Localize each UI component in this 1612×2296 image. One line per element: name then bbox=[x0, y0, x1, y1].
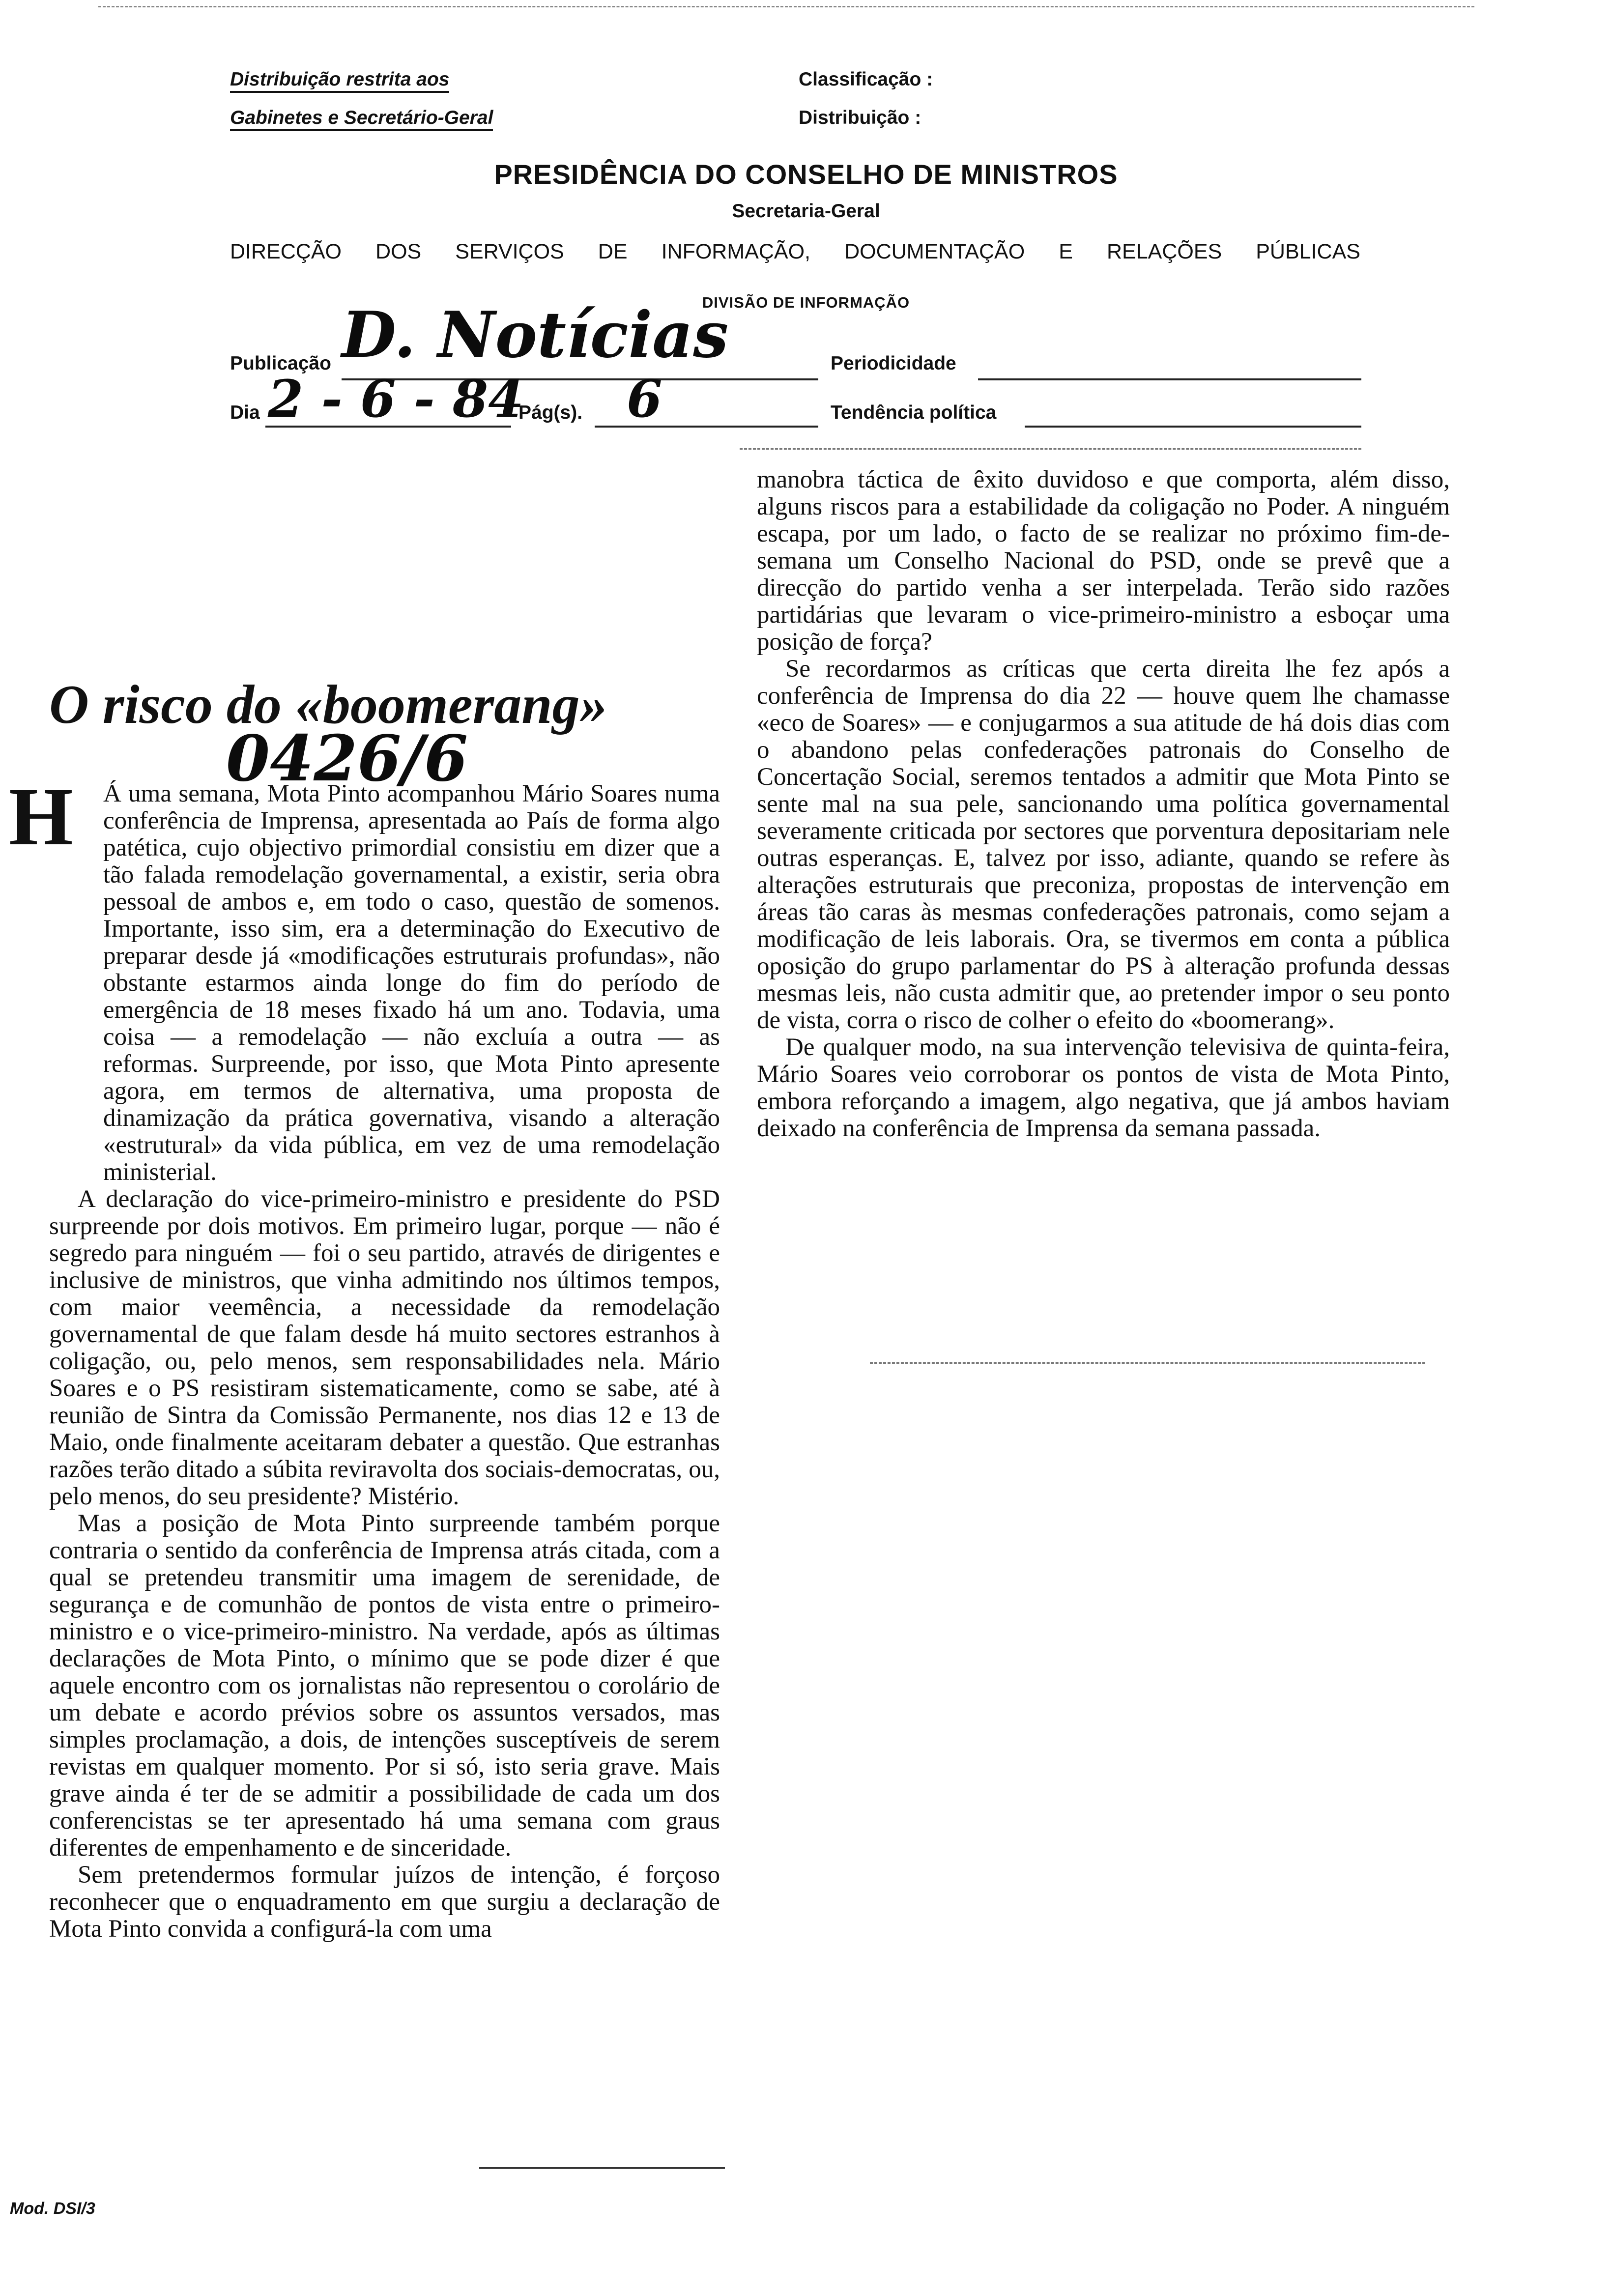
distribution-line-2: Gabinetes e Secretário-Geral bbox=[230, 107, 594, 129]
article-paragraph: Mas a posição de Mota Pinto surpreende também porque contraria o sentido da conferência de Imprensa atrás citada, com a qual se pretendeu transmitir uma imagem de serenidade, de segurança e de comunhão de pontos de vista entre o primeiro-ministro e o vice-primeiro-ministro. Na verdade, após as últimas declarações de Mota Pinto, o mínimo que se pode dizer é que aquele encontro com os jornalistas não representou o corolário de um debate e acordo prévios sobre os assuntos versados, mas simples proclamação, a dois, de intenções susceptíveis de serem revistas em qualquer momento. Por si só, isto seria grave. Mais grave ainda é ter de se admitir a possibilidade de cada um dos conferencistas se ter apresentado há uma semana com graus diferentes de empenhamento e de sinceridade. bbox=[49, 1510, 720, 1862]
tendencia-underline bbox=[1025, 426, 1361, 428]
clipping-edge-right-bottom bbox=[870, 1362, 1425, 1364]
publicacao-label: Publicação bbox=[230, 353, 331, 374]
direccao-line bbox=[230, 240, 1360, 264]
tendencia-label: Tendência política bbox=[831, 402, 997, 423]
divisao-label: DIVISÃO DE INFORMAÇÃO bbox=[702, 294, 910, 311]
article-paragraph: De qualquer modo, na sua intervenção televisiva de quinta-feira, Mário Soares veio corroborar os pontos de vista de Mota Pinto, embora reforçando a imagem, algo negativa, que já ambos haviam deixado na conferência de Imprensa da semana passada. bbox=[757, 1033, 1450, 1142]
dia-label: Dia bbox=[230, 402, 260, 423]
pag-label: Pág(s). bbox=[518, 402, 583, 423]
direccao-word: DIRECÇÃO bbox=[230, 240, 342, 263]
article-headline: O risco do «boomerang» bbox=[49, 674, 607, 735]
dia-handwritten-value: 2 - 6 - 84 bbox=[268, 369, 524, 429]
distribution-line-1: Distribuição restrita aos bbox=[230, 69, 594, 90]
page-title: PRESIDÊNCIA DO CONSELHO DE MINISTROS bbox=[494, 159, 1118, 190]
clipping-edge-bottom bbox=[479, 2167, 725, 2169]
publicacao-handwritten-value: D. Notícias bbox=[342, 298, 729, 372]
article-paragraph: Sem pretendermos formular juízos de intenção, é forçoso reconhecer que o enquadramento em que surgiu a declaração de Mota Pinto convida a configurá-la com uma bbox=[49, 1861, 720, 1943]
direccao-word: RELAÇÕES bbox=[1106, 240, 1222, 263]
pag-handwritten-value: 6 bbox=[627, 369, 662, 429]
article-paragraph: Á uma semana, Mota Pinto acompanhou Mário Soares numa conferência de Imprensa, apresentada ao País de forma algo patética, cujo objectivo primordial consistiu em dizer que a tão falada remodelação governamental, a existir, seria obra pessoal de ambos e, em todo o caso, questão de somenos. Importante, isso sim, era a determinação do Executivo de preparar desde já «modificações estruturais profundas», não obstante estarmos ainda longe do fim do período de emergência de 18 meses fixado há um ano. Todavia, uma coisa — a remodelação — não excluía a outra — as reformas. Surpreende, por isso, que Mota Pinto apresente agora, em termos de alternativa, uma proposta de dinamização da prática governativa, visando a alteração «estrutural» da vida pública, em vez de uma remodelação ministerial. bbox=[103, 780, 720, 1186]
article-paragraph: A declaração do vice-primeiro-ministro e presidente do PSD surpreende por dois motivos. Em primeiro lugar, porque — não é segredo para ninguém — foi o seu partido, através de dirigentes e inclusive de ministros, que vinha admitindo nos últimos tempos, com maior veemência, a necessidade da remodelação governamental de que falam desde há muito sectores estranhos à coligação, ou, pelo menos, sem responsabilidades nela. Mário Soares e o PS resistiram sistematicamente, como se sabe, até à reunião de Sintra da Comissão Permanente, nos dias 12 e 13 de Maio, onde finalmente aceitaram debater a questão. Que estranhas razões terão ditado a súbita reviravolta dos sociais-democratas, ou, pelo menos, do seu presidente? Mistério. bbox=[49, 1185, 720, 1510]
top-edge-rule bbox=[98, 6, 1474, 7]
article-column-left bbox=[49, 780, 720, 1943]
direccao-word: SERVIÇOS bbox=[455, 240, 564, 263]
article-paragraph: manobra táctica de êxito duvidoso e que comporta, além disso, alguns riscos para a estabilidade da coligação no Poder. A ninguém escapa, por um lado, o facto de se realizar no próximo fim-de-semana um Conselho Nacional do PSD, onde se prevê que a direcção do partido venha a ser interpelada. Terão sido razões partidárias que levaram o vice-primeiro-ministro a esboçar uma posição de força? bbox=[757, 466, 1450, 656]
direccao-word: PÚBLICAS bbox=[1256, 240, 1360, 263]
periodicidade-underline bbox=[978, 378, 1361, 380]
periodicidade-label: Periodicidade bbox=[831, 353, 956, 374]
direccao-word: DE bbox=[598, 240, 628, 263]
article-paragraph: Se recordarmos as críticas que certa direita lhe fez após a conferência de Imprensa do dia 22 — houve quem lhe chamasse «eco de Soares» — e conjugarmos a sua atitude de há dois dias com o abandono pelas confederações patronais do Conselho de Concertação Social, seremos tentados a admitir que Mota Pinto se sente mal na sua pele, sancionando uma política governamental severamente criticada por sectores que porventura depositariam nele outras esperanças. E, talvez por isso, adiante, quando se refere às alterações estruturais que preconiza, propostas de intervenção em áreas tão caras às mesmas confederações patronais, como sejam a modificação de leis laborais. Ora, se tivermos em conta a pública oposição do grupo parlamentar do PS à alteração profunda dessas mesmas leis, não custa admitir que, ao pretender impor o seu ponto de vista, corra o risco de colher o efeito do «boomerang». bbox=[757, 655, 1450, 1034]
form-model-code: Mod. DSI/3 bbox=[10, 2199, 95, 2218]
direccao-word: E bbox=[1059, 240, 1073, 263]
clipping-edge-top bbox=[740, 448, 1361, 450]
distribuicao-label: Distribuição : bbox=[799, 107, 921, 128]
direccao-word: DOS bbox=[375, 240, 422, 263]
direccao-word: INFORMAÇÃO, bbox=[661, 240, 810, 263]
page-subtitle: Secretaria-Geral bbox=[732, 201, 880, 222]
classificacao-label: Classificação : bbox=[799, 69, 933, 90]
dia-underline bbox=[265, 426, 511, 428]
drop-cap: H bbox=[9, 771, 73, 862]
article-column-right bbox=[757, 466, 1450, 1142]
pag-underline bbox=[595, 426, 818, 428]
direccao-word: DOCUMENTAÇÃO bbox=[844, 240, 1025, 263]
archive-stamp-number: 0426/6 bbox=[226, 722, 468, 796]
